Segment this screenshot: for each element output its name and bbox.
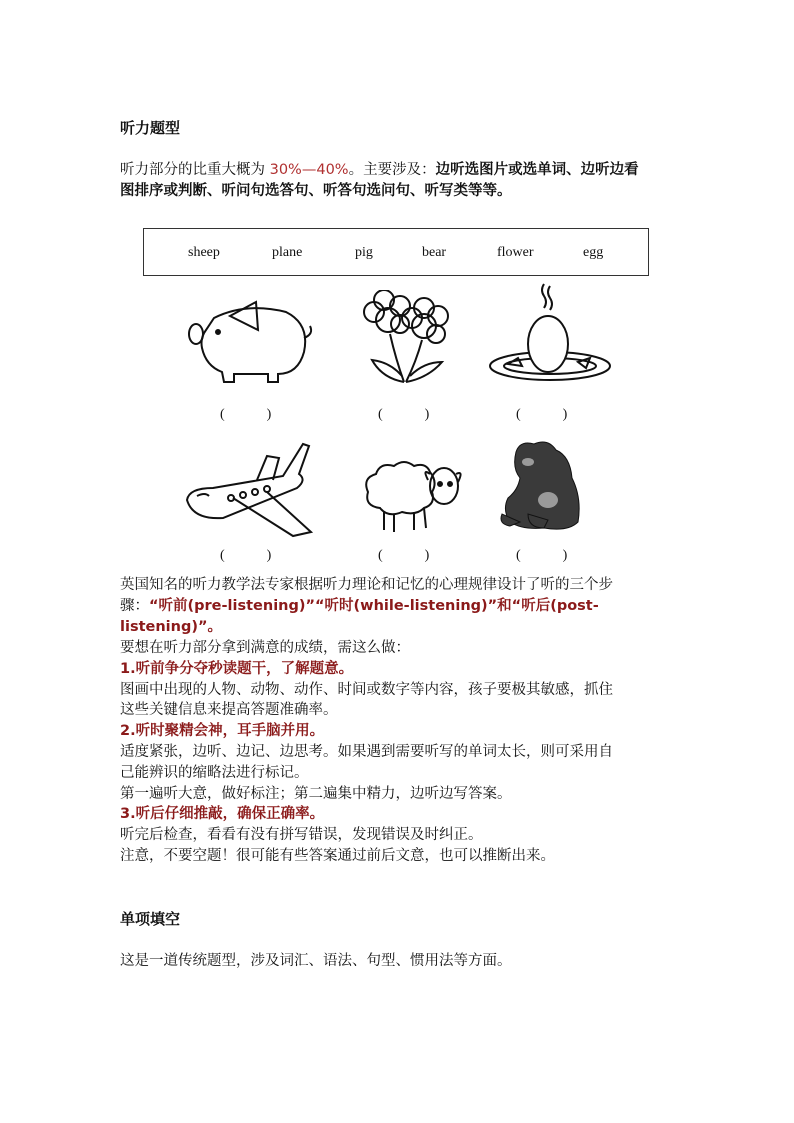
word-bear: bear [422,245,447,260]
intro-line-2: 图排序或判断、听问句选答句、听答句选问句、听写类等等。 [120,183,512,199]
pig-picture [186,298,316,388]
intro-percentage: 30%—40% [269,162,349,178]
steps-intro-line-1: 英国知名的听力教学法专家根据听力理论和记忆的心理规律设计了听的三个步 [120,577,613,593]
plane-picture [183,440,313,540]
word-plane: plane [272,245,303,260]
step-2-line-3: 第一遍听大意，做好标注；第二遍集中精力，边听边写答案。 [120,786,512,802]
step-1-line-1: 图画中出现的人物、动物、动作、时间或数字等内容，孩子要极其敏感，抓住 [120,682,613,698]
answer-blank-5[interactable]: ( ) [378,548,430,563]
bear-picture [498,438,586,532]
intro-text-b: 。主要涉及： [348,162,436,178]
flower-picture [362,290,452,390]
word-sheep: sheep [188,245,220,260]
steps-lead-in: 要想在听力部分拿到满意的成绩，需这么做： [120,640,410,656]
word-pig: pig [355,245,373,260]
word-egg: egg [583,245,604,260]
answer-blank-6[interactable]: ( ) [516,548,568,563]
word-flower: flower [497,245,534,260]
answer-blank-1[interactable]: ( ) [220,407,272,422]
step-2-line-2: 己能辨识的缩略法进行标记。 [120,765,309,781]
egg-picture [488,280,613,386]
intro-text-a: 听力部分的比重大概为 [120,162,270,178]
section-2-body: 这是一道传统题型，涉及词汇、语法、句型、惯用法等方面。 [120,953,512,969]
step-1-line-2: 这些关键信息来提高答题准确率。 [120,702,338,718]
sheep-picture [358,458,462,536]
answer-blank-4[interactable]: ( ) [220,548,272,563]
step-3-line-2: 注意，不要空题！很可能有些答案通过前后文意，也可以推断出来。 [120,848,555,864]
step-2-line-1: 适度紧张，边听、边记、边思考。如果遇到需要听写的单词太长，则可采用自 [120,744,613,760]
answer-blank-3[interactable]: ( ) [516,407,568,422]
steps-intro-line-3: listening)”。 [120,619,222,635]
section-heading-single-choice: 单项填空 [120,910,181,928]
intro-bold-text: 边听选图片或选单词、边听边看 [435,162,639,178]
answer-blank-2[interactable]: ( ) [378,407,430,422]
intro-line-1 [120,160,639,181]
step-2-title: 2.听时聚精会神，耳手脑并用。 [120,723,325,739]
steps-three-phases: “听前(pre-listening)”“听时(while-listening)”和“听后(post- [149,598,599,614]
word-bank-box [143,228,649,276]
section-heading-listening: 听力题型 [120,119,181,137]
step-3-line-1: 听完后检查，看看有没有拼写错误，发现错误及时纠正。 [120,827,483,843]
steps-intro-line-2 [120,596,599,617]
steps-intro-text: 骤： [120,598,149,614]
step-3-title: 3.听后仔细推敲，确保正确率。 [120,806,325,822]
step-1-title: 1.听前争分夺秒读题干，了解题意。 [120,661,354,677]
